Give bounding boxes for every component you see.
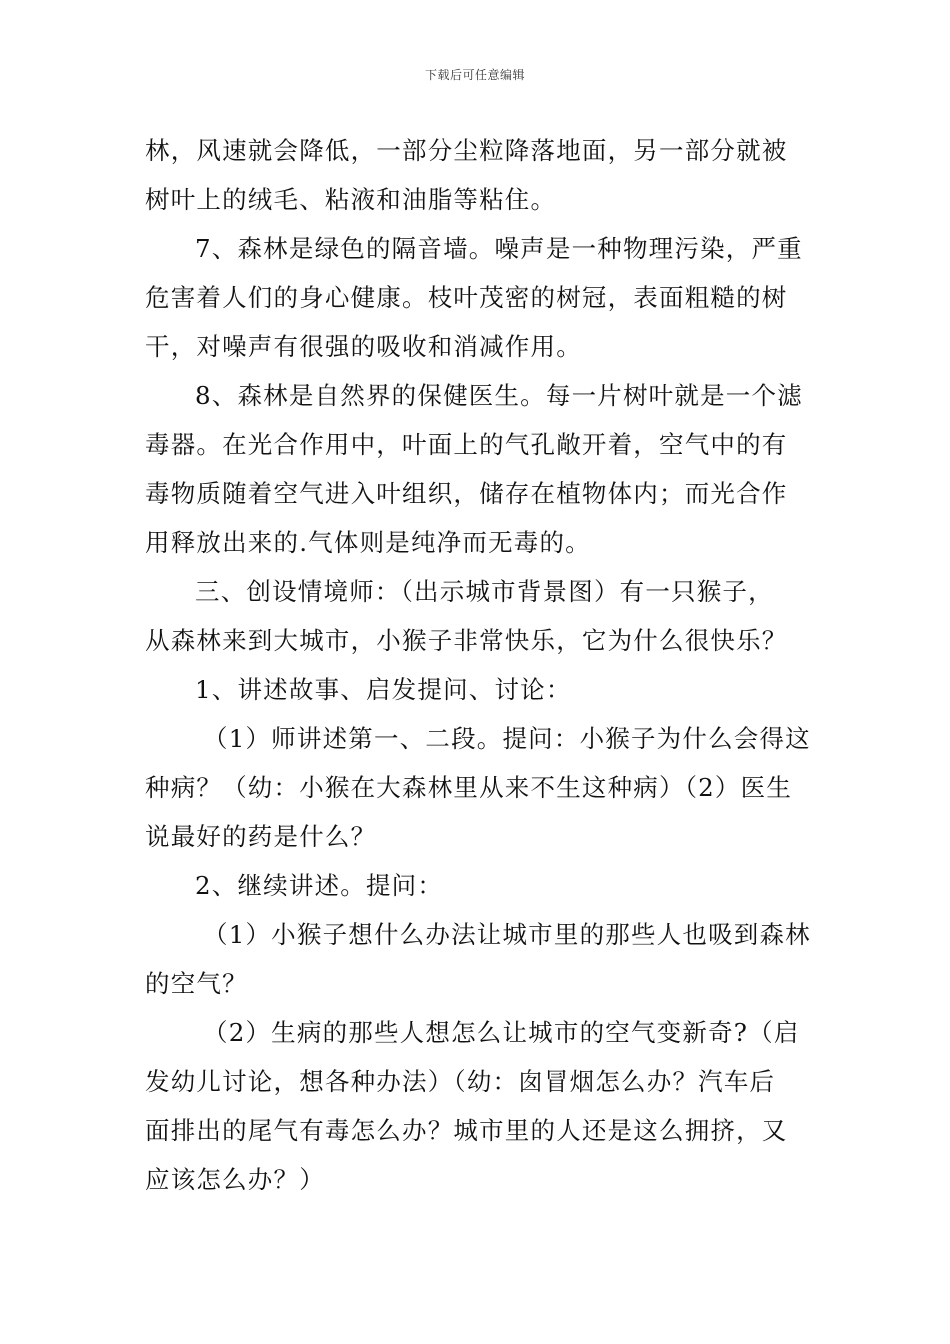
paragraph-line: 危害着人们的身心健康。枝叶茂密的树冠，表面粗糙的树 (145, 283, 788, 312)
paragraph-line: 的空气？ (145, 969, 248, 998)
paragraph-line: 应该怎么办？） (145, 1165, 325, 1194)
paragraph-line: 用释放出来的.气体则是纯净而无毒的。 (145, 528, 591, 557)
paragraph-line: 1、讲述故事、启发提问、讨论： (195, 675, 572, 704)
paragraph-line: 7、森林是绿色的隔音墙。噪声是一种物理污染，严重 (195, 234, 803, 263)
paragraph-line: 从森林来到大城市，小猴子非常快乐，它为什么很快乐？ (145, 626, 788, 655)
paragraph-line: 发幼儿讨论，想各种办法）（幼：囱冒烟怎么办？汽车后 (145, 1067, 776, 1096)
paragraph-line: 说最好的药是什么？ (145, 822, 377, 851)
paragraph-line: 毒器。在光合作用中，叶面上的气孔敞开着，空气中的有 (145, 430, 788, 459)
paragraph-line: 毒物质随着空气进入叶组织，储存在植物体内；而光合作 (145, 479, 788, 508)
paragraph-line: 种病？（幼：小猴在大森林里从来不生这种病）（2）医生 (145, 773, 793, 802)
paragraph-line: 树叶上的绒毛、粘液和油脂等粘住。 (145, 185, 557, 214)
body-text (145, 126, 815, 1204)
paragraph-line: 2、继续讲述。提问： (195, 871, 444, 900)
paragraph-line: 8、森林是自然界的保健医生。每一片树叶就是一个滤 (195, 381, 803, 410)
paragraph-line: 林，风速就会降低，一部分尘粒降落地面，另一部分就被 (145, 136, 788, 165)
paragraph-line: 干，对噪声有很强的吸收和消减作用。 (145, 332, 582, 361)
paragraph-line: （2）生病的那些人想怎么让城市的空气变新奇?（启 (203, 1018, 800, 1047)
paragraph-line: （1）师讲述第一、二段。提问：小猴子为什么会得这 (203, 724, 811, 753)
paragraph-line: 面排出的尾气有毒怎么办？城市里的人还是这么拥挤，又 (145, 1116, 788, 1145)
header-note: 下载后可任意编辑 (424, 68, 525, 82)
paragraph-line: （1）小猴子想什么办法让城市里的那些人也吸到森林 (203, 920, 811, 949)
paragraph-line: 三、创设情境师：（出示城市背景图）有一只猴子， (195, 577, 774, 606)
